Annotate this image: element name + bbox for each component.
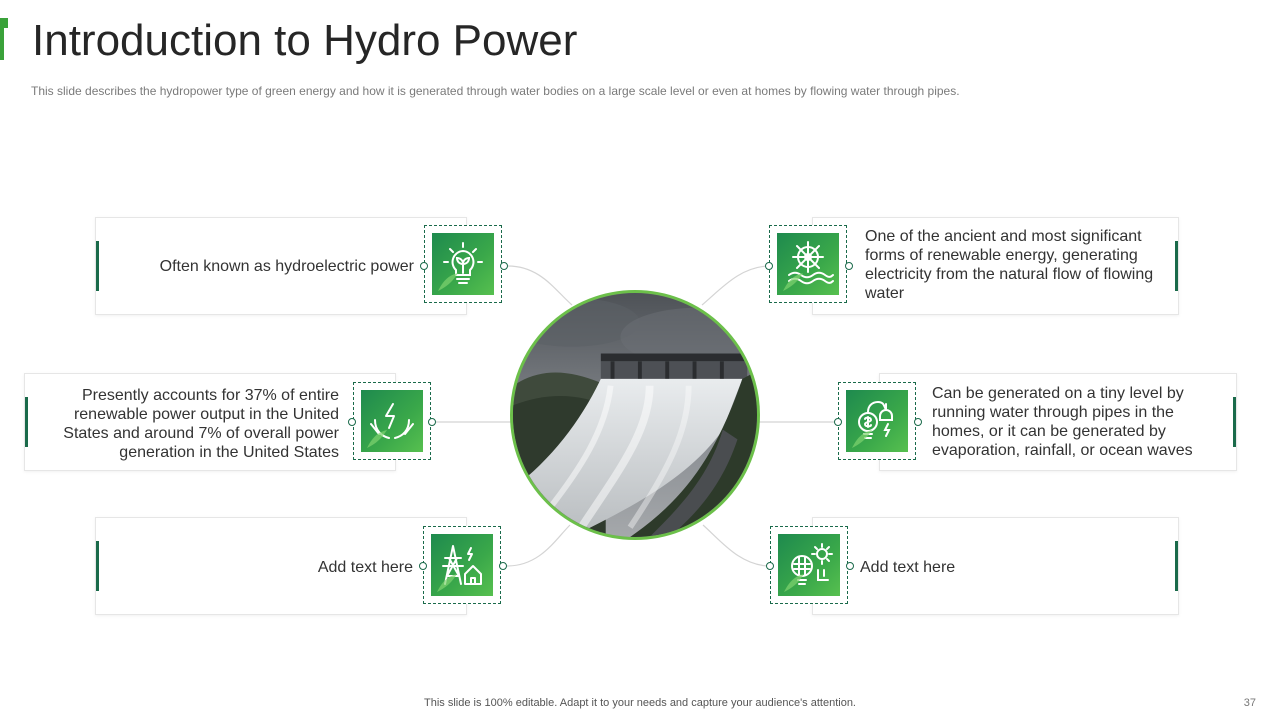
- dam-photo: [510, 290, 760, 540]
- icon-frame-5: [423, 526, 501, 604]
- slide-title: Introduction to Hydro Power: [32, 16, 578, 65]
- icon-tile-4: [846, 390, 908, 452]
- icon-frame-3: [353, 382, 431, 460]
- icon-tile-2: [777, 233, 839, 295]
- icon-frame-1: [424, 225, 502, 303]
- connector-node: [765, 262, 773, 270]
- card-accent-bar: [96, 541, 99, 591]
- card-accent-bar: [1175, 241, 1178, 291]
- connector-node: [846, 562, 854, 570]
- card-accent-bar: [25, 397, 28, 447]
- connector-node: [419, 562, 427, 570]
- connector-node: [428, 418, 436, 426]
- slide-footer: This slide is 100% editable. Adapt it to your needs and capture your audience's attention.: [424, 697, 856, 709]
- card-4-text: Can be generated on a tiny level by running water through pipes in the homes, or it can be generated by evaporation, rainfall, or ocean waves: [932, 385, 1193, 459]
- card-6-text: Add text here: [860, 559, 956, 576]
- connector-node: [834, 418, 842, 426]
- connector-node: [914, 418, 922, 426]
- connector-node: [499, 562, 507, 570]
- connector-node: [766, 562, 774, 570]
- card-accent-bar: [96, 241, 99, 291]
- lightbulb-plant-icon: [432, 233, 494, 295]
- connector-node: [500, 262, 508, 270]
- money-bulb-plug-icon: [846, 390, 908, 452]
- water-wheel-icon: [777, 233, 839, 295]
- icon-tile-5: [431, 534, 493, 596]
- slide-subtitle: This slide describes the hydropower type of green energy and how it is generated through water bodies on a large scale level or even at homes by flowing water through pipes.: [31, 84, 960, 98]
- card-3-text: Presently accounts for 37% of entire renewable power output in the United States and around 7% of overall power generation in the United States: [63, 387, 339, 461]
- hands-energy-icon: [361, 390, 423, 452]
- card-5-text: Add text here: [317, 559, 413, 576]
- card-accent-bar: [1233, 397, 1236, 447]
- icon-tile-3: [361, 390, 423, 452]
- page-number: 37: [1243, 697, 1256, 709]
- connector-node: [420, 262, 428, 270]
- solar-bulb-icon: [778, 534, 840, 596]
- card-accent-bar: [1175, 541, 1178, 591]
- card-1-text: Often known as hydroelectric power: [159, 258, 414, 275]
- power-tower-house-icon: [431, 534, 493, 596]
- connector-node: [348, 418, 356, 426]
- card-2-text: One of the ancient and most significant forms of renewable energy, generating electricity from the natural flow of flowing water: [865, 228, 1154, 302]
- icon-frame-6: [770, 526, 848, 604]
- icon-tile-6: [778, 534, 840, 596]
- connector-node: [845, 262, 853, 270]
- icon-frame-4: [838, 382, 916, 460]
- dam-illustration: [513, 293, 757, 537]
- icon-frame-2: [769, 225, 847, 303]
- icon-tile-1: [432, 233, 494, 295]
